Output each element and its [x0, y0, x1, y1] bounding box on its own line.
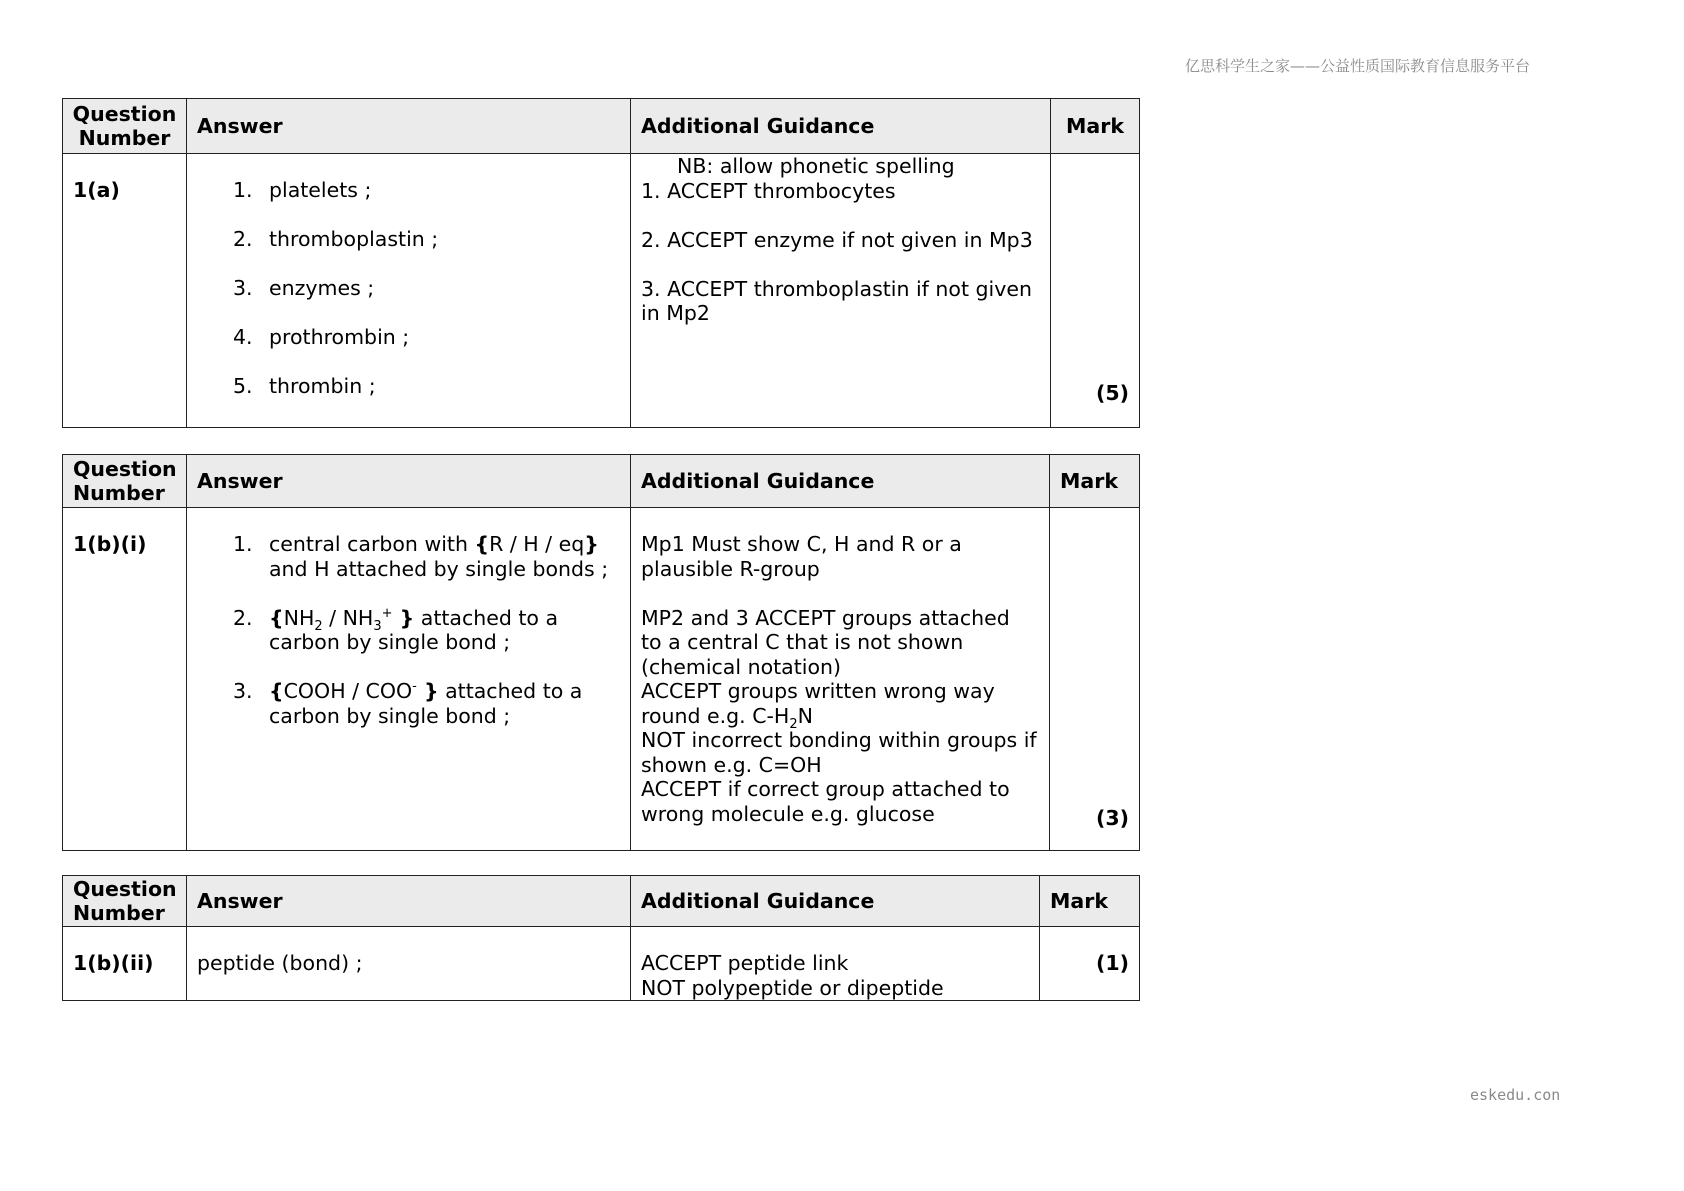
guidance-line: round e.g. $C-H_2N$ [641, 703, 813, 732]
table-row [63, 508, 1140, 851]
question-number: 1(b)(i) [73, 532, 147, 556]
guidance-line: ACCEPT if correct group attached to [641, 777, 1010, 801]
guidance-line: ACCEPT peptide link [641, 951, 849, 975]
mark-value: (3) [1050, 508, 1140, 851]
guidance-line: ACCEPT groups written wrong way [641, 679, 995, 703]
table-header-row [63, 455, 1140, 508]
mark-header: Mark [1051, 99, 1140, 154]
guidance-line: Mp1 Must show C, H and R or a [641, 532, 962, 556]
answer-list [197, 178, 620, 399]
answer-header: Answer [187, 455, 631, 508]
guidance-line: to a central C that is not shown [641, 630, 964, 654]
list-item: 1. platelets ; [233, 178, 372, 202]
list-item: 2. {$NH_2 / NH_3^+$ } attached to a carbon by single bond ; [233, 605, 559, 654]
guidance-line: 1. ACCEPT thrombocytes [641, 178, 896, 203]
markscheme-table-1bii [62, 875, 1140, 1001]
question-number: 1(b)(ii) [73, 951, 154, 975]
list-item: 5. thrombin ; [233, 374, 376, 398]
guidance-cell [631, 927, 1040, 1001]
guidance-line: 3. ACCEPT thromboplastin if not given [641, 276, 1032, 301]
answer-header: Answer [187, 876, 631, 927]
list-item: 4. prothrombin ; [233, 325, 410, 349]
markscheme-table-1bi [62, 454, 1140, 851]
answer-header: Answer [187, 99, 631, 154]
table-header-row [63, 99, 1140, 154]
mark-value: (1) [1040, 927, 1140, 1001]
guidance-header: Additional Guidance [631, 99, 1051, 154]
guidance-line: plausible R-group [641, 556, 820, 581]
guidance-header: Additional Guidance [631, 455, 1050, 508]
guidance-line: (chemical notation) [641, 654, 841, 679]
table-header-row [63, 876, 1140, 927]
list-item: 2. thromboplastin ; [233, 227, 439, 251]
guidance-line: wrong molecule e.g. glucose [641, 801, 935, 826]
markscheme-table-1a [62, 98, 1140, 428]
answer-text: peptide (bond) ; [197, 951, 363, 975]
guidance-line: 2. ACCEPT enzyme if not given in Mp3 [641, 227, 1033, 252]
table-row [63, 927, 1140, 1001]
mark-header: Mark [1050, 455, 1140, 508]
guidance-nb: NB: allow phonetic spelling [677, 154, 955, 178]
question-number: 1(a) [73, 178, 120, 202]
guidance-line: NOT polypeptide or dipeptide [641, 975, 944, 1000]
guidance-line: in Mp2 [641, 301, 710, 325]
mark-header: Mark [1040, 876, 1140, 927]
footer-site-url: eskedu.con [1470, 1086, 1561, 1104]
guidance-line: MP2 and 3 ACCEPT groups attached [641, 605, 1010, 630]
answer-list [197, 532, 620, 728]
question-number-header: Question Number [63, 876, 187, 927]
list-item: 3. enzymes ; [233, 276, 375, 300]
list-item: 3. {COOH / COO- } attached to a carbon by single bond ; [233, 679, 583, 728]
header-site-text: 亿思科学生之家——公益性质国际教育信息服务平台 [1185, 57, 1531, 75]
list-item: 1. central carbon with {R / H / eq} and H attached by single bonds ; [233, 532, 609, 581]
guidance-line: shown e.g. C=OH [641, 752, 822, 777]
guidance-header: Additional Guidance [631, 876, 1040, 927]
table-row [63, 154, 1140, 428]
mark-value: (5) [1051, 154, 1140, 428]
question-number-header: Question Number [63, 455, 187, 508]
guidance-cell [631, 508, 1050, 851]
guidance-line: NOT incorrect bonding within groups if [641, 728, 1037, 752]
guidance-cell [631, 154, 1051, 428]
question-number-header: Question Number [63, 99, 187, 154]
